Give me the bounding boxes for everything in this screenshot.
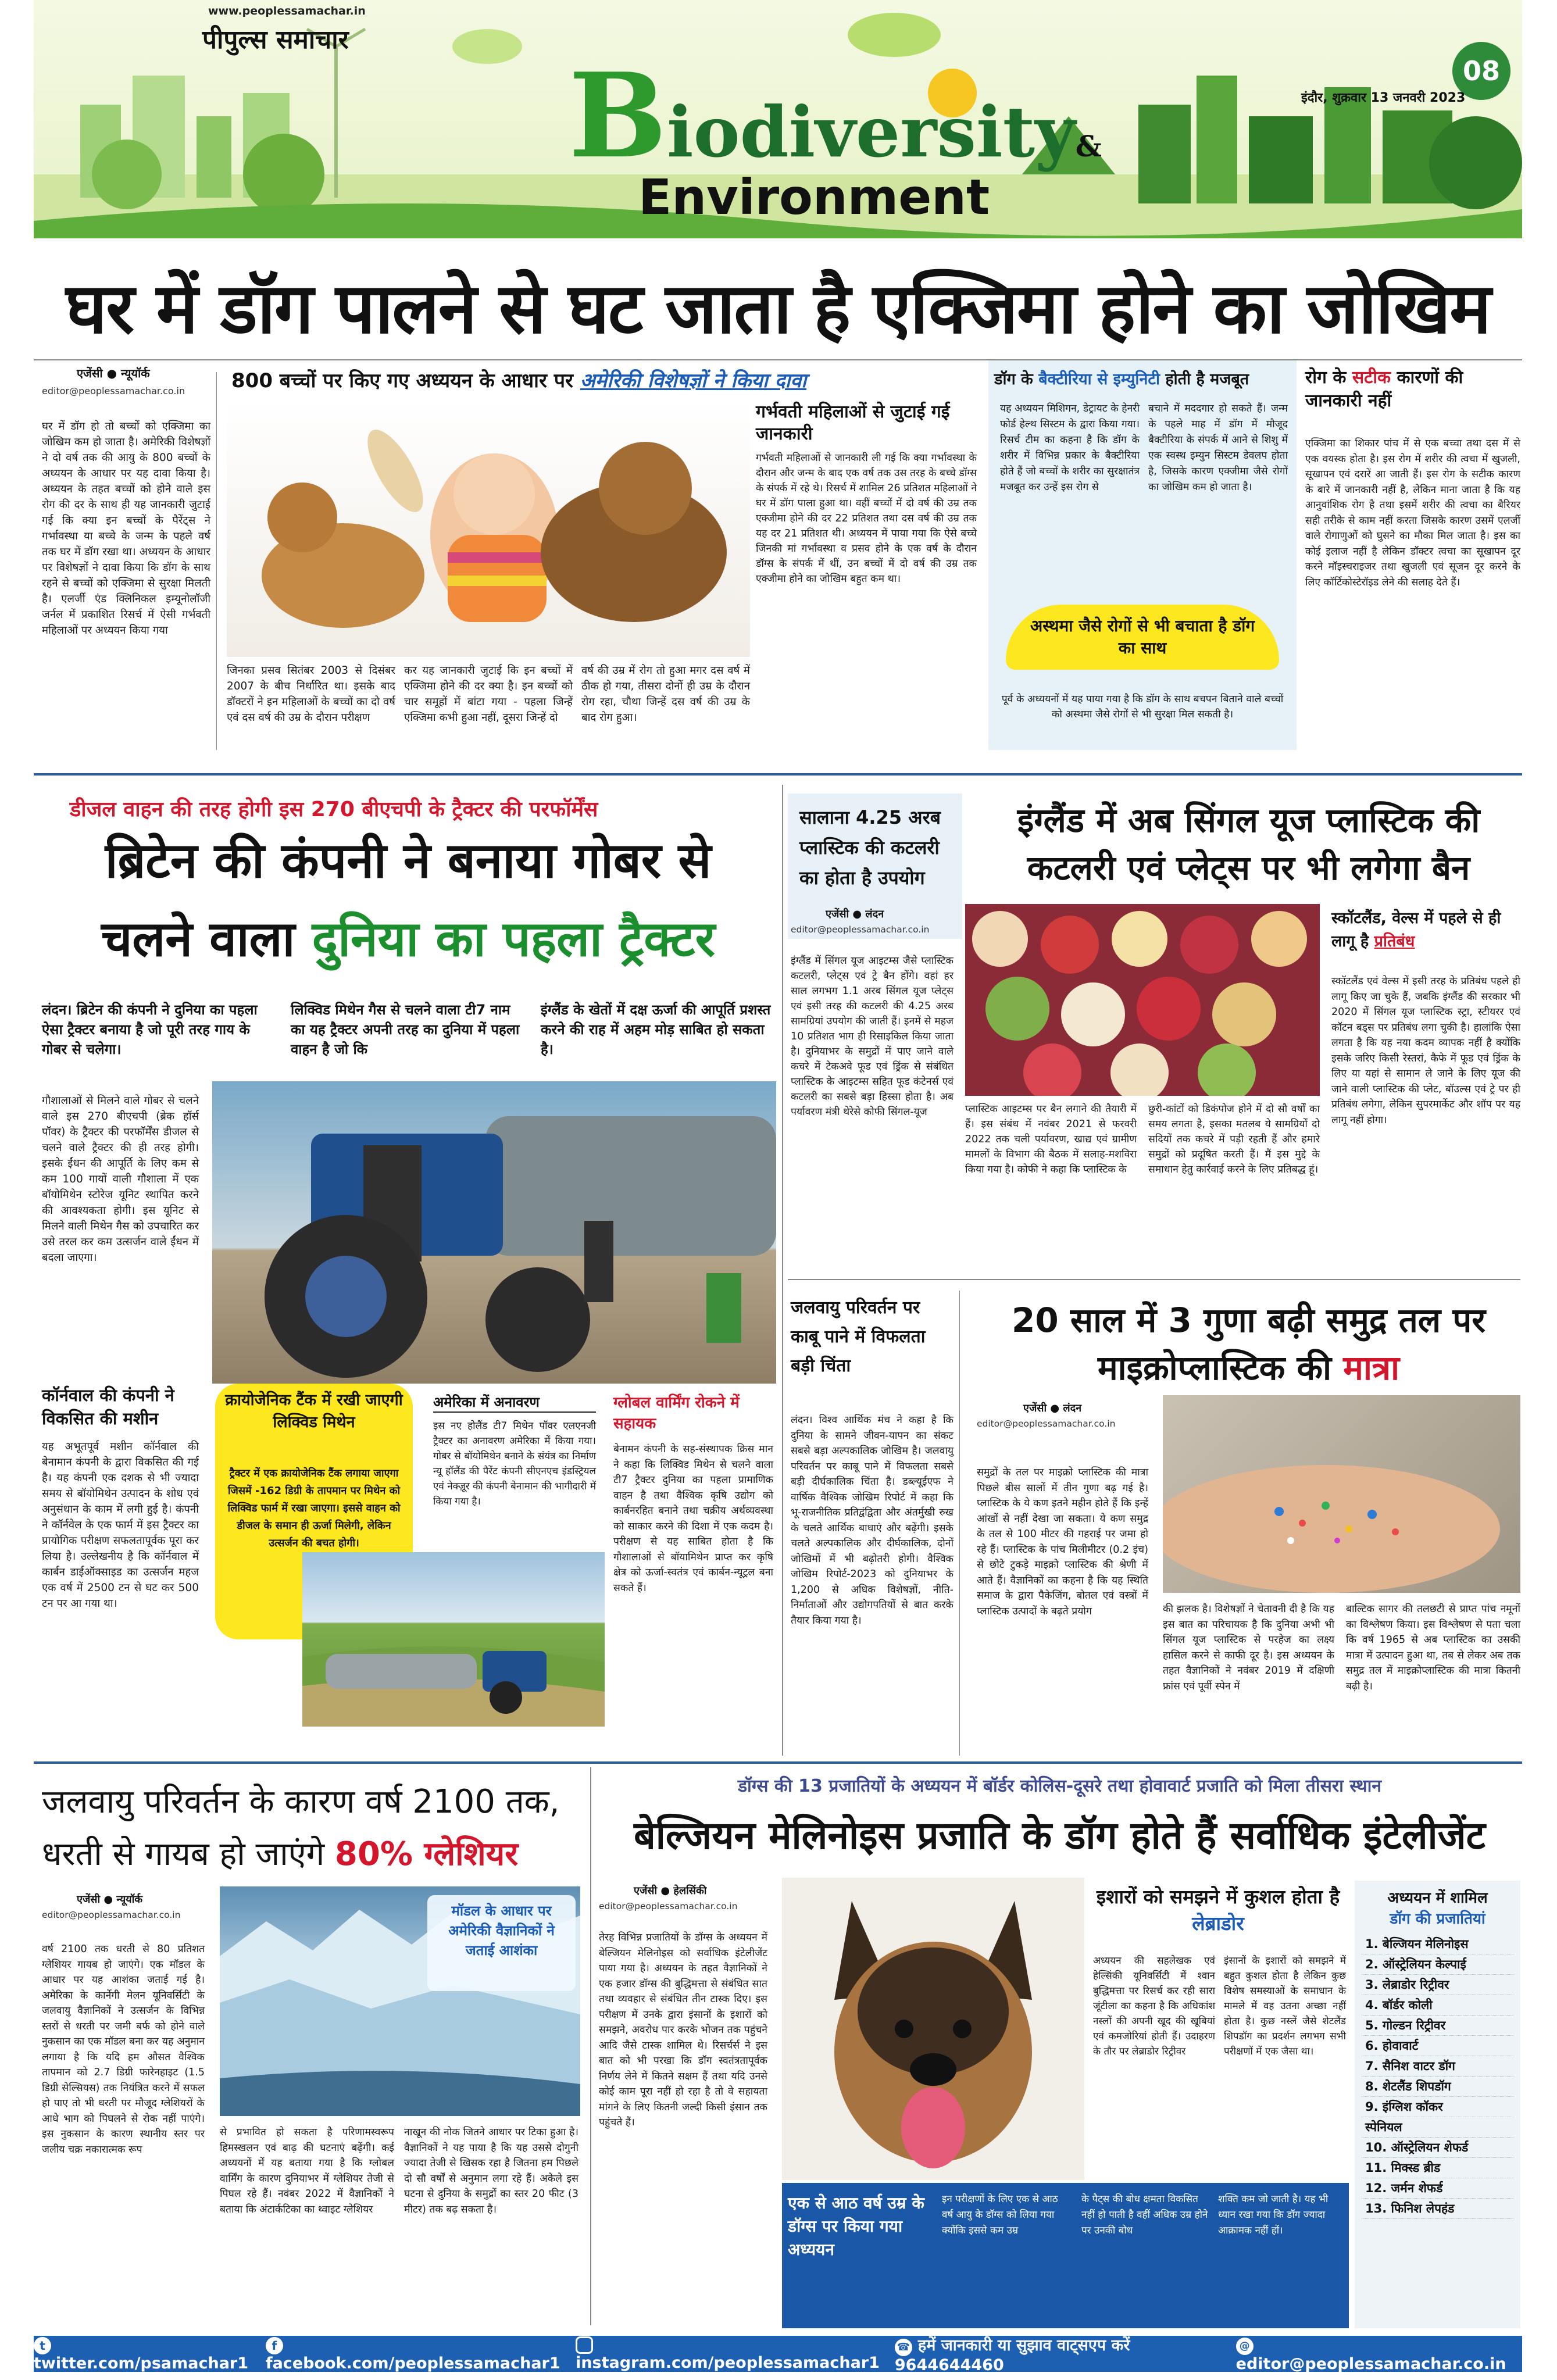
box-head-c: होती है मजबूत	[1159, 370, 1249, 388]
dogs-and-baby-illustration	[227, 401, 750, 657]
story3-headline: इंग्लैंड में अब सिंगल यूज प्लास्टिक की कटलरी एवं प्लेट्स पर भी लगेगा बैन	[1017, 801, 1480, 888]
age-study-col3: शक्ति कम जो जाती है। यह भी ध्यान रखा गया कि डॉग ज्यादा आक्रामक नहीं हों।	[1218, 2193, 1329, 2236]
breed-list-item: 6. होवावार्ट	[1362, 2036, 1513, 2056]
microplastic-headline-a: 20 साल में 3 गुणा बढ़ी समुद्र तल पर माइक्रोप्लास्टिक की	[1012, 1300, 1485, 1388]
story1-col3: कर यह जानकारी जुटाई कि इन बच्चों में एक्जिमा होने की दर क्या है। इन बच्चों को चार समूहों में बांटा गया - पहला जिन्हें एक्जिमा कभी हुआ नहीं, दूसरा जिन्हें दो	[404, 664, 573, 724]
masthead	[34, 0, 1522, 238]
story1-col2: जिनका प्रसव सितंबर 2003 से दिसंबर 2007 के बीच निर्धारित था। इसके बाद डॉक्टरों ने इन महिलाओं के बच्चों का दो वर्ष एवं दस वर्ष की उम्र के दौरान परीक्षण	[227, 664, 395, 724]
divider	[590, 1767, 591, 2325]
glacier-headline-line2	[42, 1831, 583, 1878]
instagram-link[interactable]	[576, 2336, 895, 2372]
labrador-subhead-a: इशारों को समझने में कुशल होता है	[1096, 1885, 1340, 1908]
breed-list-box	[1355, 1881, 1520, 2328]
story5-col1: वर्ष 2100 तक धरती से 80 प्रतिशत ग्लेशियर गायब हो जाएंगे। एक मॉडल के आधार पर यह आशंका जताई गई है। अमेरिका के कार्नेगी मेलन यूनिवर्सिटी के जलवायु वैज्ञानिकों ने उत्सर्जन के विभिन्न स्तरों से धरती पर जमी बर्फ को होने वाले नुकसान का एक मॉडल बना कर यह अनुमान लगाया है कि यदि हम औसत वैश्विक तापमान को 2.7 डिग्री फारेनहाइट (1.5 डिग्री सेल्सियस) तक नियंत्रित करने में सफल हो पाए तो भी धरती पर मौजूद ग्लेशियरों के आधे भाग को पिघलने से रोक नहीं पाएंगे। इस नुकसान के कारण स्थानीय स्तर पर जलीय चक्र नकारात्मक रूप	[42, 1943, 205, 2156]
divider	[34, 1761, 1522, 1764]
breed-list-item: 9. इंग्लिश कॉकर	[1362, 2097, 1513, 2117]
byline-email[interactable]: editor@peoplessamachar.co.in	[42, 385, 185, 396]
fruit-cups-photo	[965, 904, 1320, 1096]
instagram-icon	[576, 2336, 593, 2354]
divider	[959, 1291, 960, 1756]
divider	[216, 372, 217, 750]
cutlery-side-head: सालाना 4.25 अरब प्लास्टिक की कटलरी का होता है उपयोग	[799, 806, 941, 889]
us-unveil-head: अमेरिका में अनावरण	[433, 1392, 596, 1413]
facebook-text: facebook.com/peoplessamachar1	[265, 2354, 560, 2372]
fruit-cups-illustration	[965, 904, 1320, 1096]
story1-deck	[231, 366, 806, 393]
environment-title: Environment	[638, 169, 990, 226]
model-label-callout	[427, 1895, 576, 1991]
byline-text: एजेंसी ● न्यूयॉर्क	[77, 1893, 143, 1906]
age-study-col1: इन परीक्षणों के लिए एक से आठ वर्ष आयु के डॉग्स को लिया गया क्योंकि इससे कम उम्र	[942, 2193, 1058, 2236]
scotland-head-a: स्कॉटलैंड, वेल्स में पहले से ही लागू है	[1331, 909, 1501, 950]
title-word: iodiversity	[667, 91, 1076, 173]
box-head-b: बैक्टीरिया से इम्युनिटी	[1038, 370, 1160, 388]
global-warming-head: ग्लोबल वार्मिंग रोकने में सहायक	[613, 1394, 740, 1432]
microplastic-hand-photo	[1163, 1395, 1520, 1593]
tractor-illustration	[212, 1081, 776, 1384]
facebook-link[interactable]	[266, 2336, 576, 2372]
scotland-head	[1331, 907, 1520, 953]
global-warming-text: बेनामन कंपनी के सह-संस्थापक क्रिस मान ने कहा कि लिक्विड मिथेन से चलने वाला टी7 ट्रैक्टर दुनिया का पहला प्रामाणिक वाहन है तथा वैश्विक कृषि उद्योग को कार्बनरहित बनाने तथा चक्रीय अर्थव्यवस्था को साकार करने की दिशा में एक कदम है। परीक्षण से यह साबित होता है कि गौशालाओं से बॉयामिथेन प्राप्त कर कृषि क्षेत्र को ऊर्जा-स्वतंत्र एवं कार्बन-न्यूट्रल बना सकते हैं।	[613, 1443, 773, 1594]
cryogenic-head: क्रायोजेनिक टैंक में रखी जाएगी लिक्विड मिथेन	[225, 1391, 403, 1431]
glacier-headline-line1: जलवायु परिवर्तन के कारण वर्ष 2100 तक,	[42, 1783, 560, 1821]
email-icon: @	[1236, 2338, 1254, 2355]
story1-side-head: गर्भवती महिलाओं से जुटाई गई जानकारी	[756, 402, 950, 444]
breed-list-item: 7. सैनिश वाटर डॉग	[1362, 2056, 1513, 2077]
field-illustration	[302, 1552, 605, 1727]
byline-email[interactable]: editor@peoplessamachar.co.in	[791, 924, 930, 935]
instagram-text: instagram.com/peoplessamachar1	[576, 2354, 880, 2372]
labrador-col1: अध्ययन की सहलेखक एवं हेल्सिंकी यूनिवर्सिटी में श्वान बुद्धिमत्ता पर रिसर्च कर रही सारा जूंटीला का कहना है कि अधिकांश नस्लों की अपनी खूद की खूबियां एवं कमजोरियां होती हैं। उदाहरण के तौर पर लेब्राडोर रिट्रीवर	[1093, 1955, 1215, 2057]
story6-byline	[599, 1884, 773, 1911]
bacteria-box-head	[994, 367, 1291, 389]
email-text: editor@peoplessamachar.co.in	[1235, 2354, 1506, 2373]
us-unveil-text: इस नए होलैंड टी7 मिथेन पॉवर एलएनजी ट्रैक्टर का अनावरण अमेरिका में किया गया। गोबर से बॉयोमिथेन बनाने के संयंत्र का निर्माण न्यू हॉलैंड की पैरेंट कंपनी सीएनएच इंडस्ट्रियल एवं नेक्ज़ूर की कंपनी बेनामान की भागीदारी में किया गया है।	[433, 1420, 596, 1507]
footer-bar	[34, 2336, 1522, 2372]
facebook-icon: f	[266, 2337, 283, 2354]
microplastic-headline	[977, 1296, 1520, 1392]
story3-left-col: इंग्लैंड में सिंगल यूज आइटम्स जैसे प्लास्टिक कटलरी, प्लेट्स एवं ट्रे बैन होंगे। वहां हर साल लगभग 1.1 अरब सिंगल यूज प्लेट्स एवं इसी तरह की कटलरी की 4.25 अरब सामग्रियां उपयोग की जाती हैं। इनमें से महज 10 प्रतिशत भाग ही रिसाइकिल किया जाता है। दुनियाभर के समुद्रों में पाए जाने वाले कचरे में टेकअवे फूड एवं ड्रिंक से संबंधित प्लास्टिक के आइटम्स सहित फूड कंटेनर्स एवं कटलरी का सबसे बड़ा हिस्सा होता है। अब पर्यावरण मंत्री थेरेसे कोफी सिंगल-यूज	[791, 955, 954, 1118]
story2-headline-line1: ब्रिटेन की कंपनी ने बनाया गोबर से	[105, 832, 712, 889]
deck-black: 800 बच्चों पर किए गए अध्ययन के आधार पर	[231, 369, 580, 392]
divider	[34, 359, 1522, 360]
dateline: इंदौर, शुक्रवार 13 जनवरी 2023	[1301, 91, 1466, 105]
byline	[42, 365, 216, 396]
story1-headline: घर में डॉग पालने से घट जाता है एक्जिमा होने का जोखिम	[66, 269, 1490, 349]
breed-list-item: 5. गोल्डन रिट्रीवर	[1362, 2016, 1513, 2036]
story5-byline	[42, 1892, 216, 1920]
newspaper-logo[interactable]: पीपुल्स समाचार	[202, 25, 349, 55]
breed-list-item: 4. बॉर्डर कोली	[1362, 1995, 1513, 2016]
whatsapp-link[interactable]	[895, 2333, 1236, 2374]
story2-sub-text: यह अभूतपूर्व मशीन कॉर्नवाल की बेनामान कंपनी के द्वारा विकसित की गई है। यह कंपनी एक दशक से भी ज्यादा समय से बॉयोमिथेन उत्पादन के शोध एवं अनुसंधान के काम में लगी हुई है। कंपनी ने कॉर्नवेल के एक फार्म में इस ट्रैक्टर का प्रायोगिक परीक्षण सफलतापूर्वक पूरा कर लिया है। उल्लेखनीय है कि कॉर्नवाल में कार्बन डाईऑक्साइड का उत्सर्जन महज एक वर्ष में 2500 टन से घट कर 500 टन पर आ गया था।	[42, 1441, 199, 1610]
title-amp: &	[1075, 129, 1102, 163]
byline-text: एजेंसी ● लंदन	[826, 908, 884, 920]
story3-byline	[791, 907, 959, 935]
breed-list-item: 10. ऑस्ट्रेलियन शेफर्ड	[1362, 2138, 1513, 2158]
breed-list-item: 11. मिक्स्ड ब्रीड	[1362, 2158, 1513, 2178]
right-column-text: एक्जिमा का शिकार पांच में से एक बच्चा तथा दस में से एक वयस्क होता है। इस रोग में शरीर की त्वचा में खुजली, सूखापन एवं दरारें आ जाती हैं। इस रोग के सटीक कारण के बारे में जानकारी नहीं है, लेकिन माना जाता है कि यह आनुवांशिक रोग है तथा इसमें शरीर की त्वचा का बैरियर सही तरीके से काम नहीं करता जिसके कारण उसमें एलर्जी वाले रोगाणुओं को घुसने का मौका मिल जाता है। इस का कोई इलाज नहीं है लेकिन डॉक्टर त्वचा का सूखापन दूर करने मॉइस्चराइजर तथा खुजली एवं सूजन दूर करने के लिए कॉर्टिकोस्टेरॉइड लेने की सलाह देते हैं।	[1305, 438, 1520, 588]
twitter-icon: t	[34, 2337, 51, 2354]
story3-mid-col2: छुरी-कांटों को डिकंपोज होने में दो सौ वर्षों का समय लगता है, इसका मतलब ये सामग्रियों दो सदियों तक कचरे में पड़ी रहती हैं और हमारे समुद्रों को प्रदूषित करती हैं। मैं इस मुद्दे के समाधान हेतु कार्रवाई करने के लिए प्रतिबद्ध हूं।	[1148, 1103, 1320, 1175]
story2-headline-line2	[42, 907, 774, 971]
asthma-callout: अस्थमा जैसे रोगों से भी बचाता है डॉग का साथ	[1006, 605, 1279, 670]
whatsapp-text: हमें जानकारी या सुझाव वाट्सएप करें 9644644460	[894, 2336, 1130, 2374]
story1-col1: घर में डॉग हो तो बच्चों को एक्जिमा का जोखिम कम हो जाता है। अमेरिकी विशेषज्ञों ने दो वर्ष तक की आयु के 800 बच्चों के अध्ययन के आधार पर यह दावा किया है। अध्ययन के तहत बच्चों को होने वाले इस रोग की दर के साथ ही यह जानकारी जुटाई गई कि क्या इन बच्चों के पैरेंट्स ने गर्भावस्था या बच्चे के जन्म के पहले वर्ष तक घर में डॉग रखा था। अध्ययन के आधार पर विशेषज्ञों ने दावा किया कि डॉग के साथ रहने से बच्चों को एक्जिमा से सुरक्षा मिलती है। एलर्जी एंड क्लिनिकल इम्यूनोलॉजी जर्नल में प्रकाशित रिसर्च में ऐसी गर्भवती महिलाओं पर अध्ययन किया गया	[42, 420, 210, 637]
story6-col1: तेरह विभिन्न प्रजातियों के डॉग्स के अध्ययन में बेल्जियन मेलिनोइस को सर्वाधिक इंटेलीजेंट पाया गया है। अध्ययन के तहत वैज्ञानिकों ने एक हजार डॉग्स की बुद्धिमत्ता से संबंधित सात तथा व्यवहार से संबंधित तीन टास्क दिए। इस परीक्षण में उनके द्वारा इंसानों के इशारों को समझने, अवरोध पार करके भोजन तक पहुंचने आदि जैसे टास्क शामिल थे। रिसर्चर्स ने इस बात को भी परखा कि डॉग स्वतंत्रतापूर्वक निर्णय लेने में कितने सक्षम हैं तथा यदि उनसे कोई काम पूरा नहीं हो रहा है तो वे सहायता मांगने के लिए कितनी जल्दी किसी इंसान तक पहुंचते हैं।	[599, 1932, 767, 2128]
headline-black: चलने वाला	[101, 910, 312, 967]
labrador-subhead	[1093, 1884, 1343, 1937]
story2-left-col: गौशालाओं से मिलने वाले गोबर से चलने वाले इस 270 बीएचपी (ब्रेक हॉर्स पॉवर) के ट्रैक्टर की परफॉर्मेंस डीजल से चलने वाले ट्रैक्टर की ही तरह होगी। इसके ईंधन की आपूर्ति के लिए कम से कम 100 गायों वाली गौशाला में एक बॉयोमिथेन स्टोरेज यूनिट स्थापित करने की आवश्यकता होगी। इस यूनिट से मिलने वाली मिथेन गैस को उपचारित कर उसे तरल कर कम उत्सर्जन वाले ईंधन में बदला जाएगा।	[42, 1095, 199, 1264]
breed-list-item: 12. जर्मन शेफर्ड	[1362, 2178, 1513, 2199]
divider	[782, 785, 783, 1756]
story5-col2: से प्रभावित हो सकता है परिणामस्वरूप हिमस्खलन एवं बाढ़ की घटनाएं बढ़ेंगी। कई अध्ययनों में यह बताया गया है कि ग्लोबल वार्मिंग के कारण दुनियाभर में ग्लेशियर तेजी से पिघल रहे हैं। नवंबर 2022 में वैज्ञानिकों ने बताया कि अंटार्कटिका का थ्वाइट ग्लेशियर	[220, 2127, 394, 2215]
breed-list-item: 3. लेब्राडोर रिट्रीवर	[1362, 1975, 1513, 1995]
biodiversity-title	[569, 48, 1102, 184]
labrador-subhead-b: लेब्राडोर	[1192, 1912, 1244, 1935]
story4-byline	[977, 1401, 1151, 1429]
age-study-col2: के पैट्स की बोध क्षमता विकसित नहीं हो पाती है वहीं अधिक उम्र होने पर उनकी बोध	[1081, 2193, 1208, 2236]
climate-failure-head: जलवायु परिवर्तन पर काबू पाने में विफलता बड़ी चिंता	[791, 1298, 926, 1376]
glacier-headline-red: 80% ग्लेशियर	[334, 1835, 519, 1873]
breed-list-item: 1. बेल्जियन मेलिनोइस	[1362, 1934, 1513, 1954]
box-head-a: डॉग के	[994, 370, 1039, 388]
dogs-kicker: डॉग्स की 13 प्रजातियों के अध्ययन में बॉर्डर कोलिस-दूसरे तथा होवावार्ट प्रजाति को मिला तीसरा स्थान	[737, 1776, 1382, 1796]
whatsapp-icon: ☎	[895, 2339, 912, 2356]
byline-text: एजेंसी ● न्यूयॉर्क	[77, 366, 150, 380]
byline-text: एजेंसी ● लंदन	[1023, 1402, 1082, 1414]
story2-lead3: इंग्लैंड के खेतों में दक्ष ऊर्जा की आपूर्ति प्रशस्त करने की राह में अहम मोड़ साबित हो सकता है।	[541, 1002, 771, 1057]
breed-list-item: 2. ऑस्ट्रेलियन केल्पाई	[1362, 1954, 1513, 1975]
byline-email[interactable]: editor@peoplessamachar.co.in	[42, 1910, 181, 1920]
story2-lead1: लंदन। ब्रिटेन की कंपनी ने दुनिया का पहला ऐसा ट्रैक्टर बनाया है जो पूरी तरह गाय के गोबर से चलेगा।	[42, 1002, 258, 1057]
scotland-head-b: प्रतिबंध	[1374, 932, 1415, 950]
divider	[34, 773, 1522, 776]
title-initial: B	[569, 48, 667, 184]
climate-failure-text: लंदन। विश्व आर्थिक मंच ने कहा है कि दुनिया के सामने जीवन-यापन का संकट सबसे बड़ा अल्पकालिक जोखिम है। जलवायु परिवर्तन पर काबू पाने में विफलता सबसे बड़ी दीर्घकालिक चिंता है। डब्ल्यूईएफ ने वार्षिक वैश्विक जोखिम रिपोर्ट में कहा कि भू-राजनीतिक प्रतिद्वंद्विता और अंतर्मुखी रुख के चलते आर्थिक बाधाएं और बढ़ेंगी। इसके चलते अल्पकालिक और दीर्घकालिक, दोनों जोखिमों में भी बढ़ोतरी होगी। वैश्विक जोखिम रिपोर्ट-2023 को दुनियाभर के 1,200 से अधिक विशेषज्ञों, नीति-निर्माताओं और उद्योगपतियों से बात करके तैयार किया गया है।	[791, 1414, 954, 1627]
bacteria-col1: यह अध्ययन मिशिगन, डेट्रायट के हेनरी फोर्ड हेल्थ सिस्टम के द्वारा किया गया। रिसर्च टीम का कहना है कि डॉग के शरीर में विभिन्न प्रकार के बैक्टीरिया होते हैं जो बच्चों के शरीर का सुरक्षातंत्र मजबूत कर उन्हें इस रोग से	[1000, 403, 1140, 493]
byline-text: एजेंसी ● हेलसिंकी	[634, 1885, 707, 1897]
malinois-dog-photo	[782, 1878, 1084, 2180]
story3-mid-col1: प्लास्टिक आइटम्स पर बैन लगाने की तैयारी में हैं। इस संबंध में नवंबर 2021 से फरवरी 2022 तक चली पर्यावरण, खाद्य एवं ग्रामीण मामलों के विभाग की बैठक में सलाह-मशविरा किया गया है। कोफी ने कहा कि प्लास्टिक के	[965, 1103, 1137, 1175]
headline-green: दुनिया का पहला ट्रैक्टर	[312, 910, 715, 967]
dogs-and-baby-photo	[227, 401, 750, 657]
story2-lead2: लिक्विड मिथेन गैस से चलने वाला टी7 नाम का यह ट्रैक्टर अपनी तरह का दुनिया में पहला वाहन है जो कि	[291, 1002, 520, 1057]
labrador-col2: इंसानों के इशारों को समझने में बहुत कुशल होता है लेकिन कुछ विशेष समस्याओं के समाधान के मामले में वह उतना अच्छा नहीं होता है। कुछ नस्लें जैसे शेटलैंड शिपडॉग का प्रदर्शन लगभग सभी परीक्षणों में एक जैसा था।	[1224, 1955, 1346, 2057]
breed-list-head-b: डॉग की प्रजातियां	[1390, 1910, 1485, 1928]
breed-list-head-a: अध्ययन में शामिल	[1387, 1889, 1488, 1907]
email-link[interactable]	[1236, 2335, 1522, 2373]
story5-col3: नाखून की नोक जितने आधार पर टिका हुआ है। वैज्ञानिकों ने यह पाया है कि यह उससे दोगुनी ज्यादा तेजी से खिसक रहा है जितना हम पिछले दो सौ वर्षों से अनुमान लगा रहे हैं। अकेले इस घटना से दुनिया के समुद्रों का स्तर 20 फीट (3 मीटर) तक बढ़ सकता है।	[404, 2127, 578, 2215]
story4-col1: समुद्रों के तल पर माइक्रो प्लास्टिक की मात्रा पिछले बीस सालों में तीन गुणा बढ़ गई है। प्लास्टिक के ये कण इतने महीन होते हैं कि इन्हें आंखों से नहीं देखा जा सकता। ये कण समुद्र के तल से 100 मीटर की गहराई पर जमा हो रहे हैं। प्लास्टिक के पांच मिलीमीटर (0.2 इंच) से छोटे टुकड़े माइक्रो प्लास्टिक की श्रेणी में आते हैं। वैज्ञानिकों का कहना है कि यह स्थिति समाज के द्वारा पैकेजिंग, बोतल एवं वस्त्रों में प्लास्टिक उत्पादों के बढ़ते प्रयोग	[977, 1467, 1148, 1617]
glacier-headline-black: धरती से गायब हो जाएंगे	[42, 1835, 335, 1873]
page-number-badge: 08	[1452, 42, 1510, 100]
microplastic-headline-b: मात्रा	[1343, 1348, 1400, 1388]
story1-side-text: गर्भवती महिलाओं से जानकारी ली गई कि क्या गर्भावस्था के दौरान और जन्म के बाद एक वर्ष तक उस तरह के बच्चे डॉग्स के संपर्क में रहे थे। रिसर्च में शामिल 26 प्रतिशत महिलाओं ने घर में डॉग पाला हुआ था। वहीं बच्चों में दो वर्ष की उम्र तक एक्जीमा होने की दर 22 प्रतिशत तथा दस वर्ष की उम्र तक यह दर 21 प्रतिशत थी। अध्ययन में पाया गया कि ऐसे बच्चे जिनकी मां गर्भावस्था व प्रसव होने के एक वर्ष के दौरान डॉग्स के संपर्क में थीं, उन बच्चों में दो वर्ष की उम्र तक एक्जीमा होने का जोखिम बहुत कम था।	[756, 452, 977, 585]
right-head-a: रोग के	[1305, 367, 1352, 388]
story2-subhead: कॉर्नवाल की कंपनी ने विकसित की मशीन	[42, 1385, 174, 1428]
methane-tractor-photo	[212, 1081, 776, 1384]
dog-illustration	[782, 1878, 1084, 2180]
breed-list-item: 8. शेटलैंड शिपडॉग	[1362, 2077, 1513, 2097]
breed-list-item: 13. फिनिश लेपहंड	[1362, 2199, 1513, 2219]
age-study-head: एक से आठ वर्ष उम्र के डॉग्स पर किया गया अध्ययन	[788, 2193, 924, 2259]
story4-col2: की झलक है। विशेषज्ञों ने चेतावनी दी है कि यह इस बात का परिचायक है कि दुनिया अभी भी सिंगल यूज प्लास्टिक से परहेज का लक्ष्य हासिल करने से काफी दूर है। इस अध्ययन के तहत वैज्ञानिकों ने नवंबर 2019 में दक्षिणी फ्रांस एवं पूर्वी स्पेन में	[1163, 1603, 1334, 1692]
twitter-text: twitter.com/psamachar1	[34, 2354, 249, 2372]
right-head-c: कारणों की जानकारी नहीं	[1305, 367, 1463, 411]
scotland-text: स्कॉटलैंड एवं वेल्स में इसी तरह के प्रतिबंध पहले ही लागू किए जा चुके हैं, जबकि इंग्लैंड की सरकार भी 2020 में सिंगल यूज प्लास्टिक स्ट्रा, स्टीयरर एवं कॉटन बड्स पर प्रतिबंध लगा चुकी है। हालांकि ऐसा लगता है कि यह नया कदम व्यापक नहीं है क्योंकि इसके जरिए किसी रेस्तरां, कैफे में फूड एवं ड्रिंक के लिए या यहां से सामान ले जाने के लिए यूज की जाने वाली प्लास्टिक की प्लेट, बॉउल्स एवं ट्रे पर ही प्रतिबंध लगेगा, लेकिन सुपरमार्केट और शॉप पर यह लागू नहीं होगा।	[1331, 975, 1520, 1126]
dogs-headline: बेल्जियन मेलिनोइस प्रजाति के डॉग होते हैं सर्वाधिक इंटेलीजेंट	[634, 1813, 1485, 1858]
story1-col4: वर्ष की उम्र में रोग तो हुआ मगर दस वर्ष में ठीक हो गया, तीसरा दोनों ही उम्र के दौरान रोग रहा, चौथा जिन्हें दस वर्ष की उम्र के बाद रोग हुआ।	[581, 664, 750, 724]
asthma-text: पूर्व के अध्ययनों में यह पाया गया है कि डॉग के साथ बचपन बिताने वाले बच्चों को अस्थमा जैसे रोगों से भी सुरक्षा मिल सकती है।	[1001, 694, 1284, 720]
story4-col3: बाल्टिक सागर की तलछटी से प्राप्त पांच नमूनों का विश्लेषण किया। इस विश्लेषण से पता चला कि वर्ष 1965 से अब प्लास्टिक का उसकी मात्रा में उत्पादन हुआ था, तब से लेकर अब तक समुद्र तल में माइक्रोप्लास्टिक की मात्रा कितनी बढ़ी है।	[1346, 1603, 1520, 1692]
model-label-text: मॉडल के आधार पर अमेरिकी वैज्ञानिकों ने जताई आशंका	[448, 1903, 555, 1959]
hand-illustration	[1163, 1395, 1520, 1593]
right-head-b: सटीक	[1352, 367, 1391, 388]
story2-kicker: डीजल वाहन की तरह होगी इस 270 बीएचपी के ट्रैक्टर की परफॉर्मेंस	[70, 798, 598, 821]
byline-email[interactable]: editor@peoplessamachar.co.in	[977, 1418, 1116, 1429]
breed-list-item: स्पेनियल	[1362, 2117, 1513, 2138]
bacteria-col2: बचाने में मददगार हो सकते हैं। जन्म के पहले माह में डॉग में मौजूद बैक्टीरिया के संपर्क में आने से शिशु में एक स्वस्थ इम्युन सिस्टम डेवलप होता है, जिसके कारण एक्जीमा जैसे रोगों का जोखिम कम हो जाता है।	[1148, 403, 1288, 493]
divider	[788, 1279, 1520, 1280]
website-url[interactable]: www.peoplessamachar.in	[208, 5, 366, 17]
right-column-head	[1305, 366, 1520, 413]
twitter-link[interactable]	[34, 2336, 266, 2372]
breed-list	[1362, 1934, 1513, 2219]
farm-field-photo	[302, 1552, 605, 1727]
byline-email[interactable]: editor@peoplessamachar.co.in	[599, 1901, 738, 1911]
deck-blue: अमेरिकी विशेषज्ञों ने किया दावा	[580, 369, 807, 392]
cryogenic-text: ट्रैक्टर में एक क्रायोजेनिक टैंक लगाया जाएगा जिसमें -162 डिग्री के तापमान पर मिथेन को लिक्विड फार्म में रखा जाएगा। इससे वाहन को डीजल के समान ही ऊर्जा मिलेगी, लेकिन उत्सर्जन की बचत होगी।	[227, 1467, 401, 1549]
